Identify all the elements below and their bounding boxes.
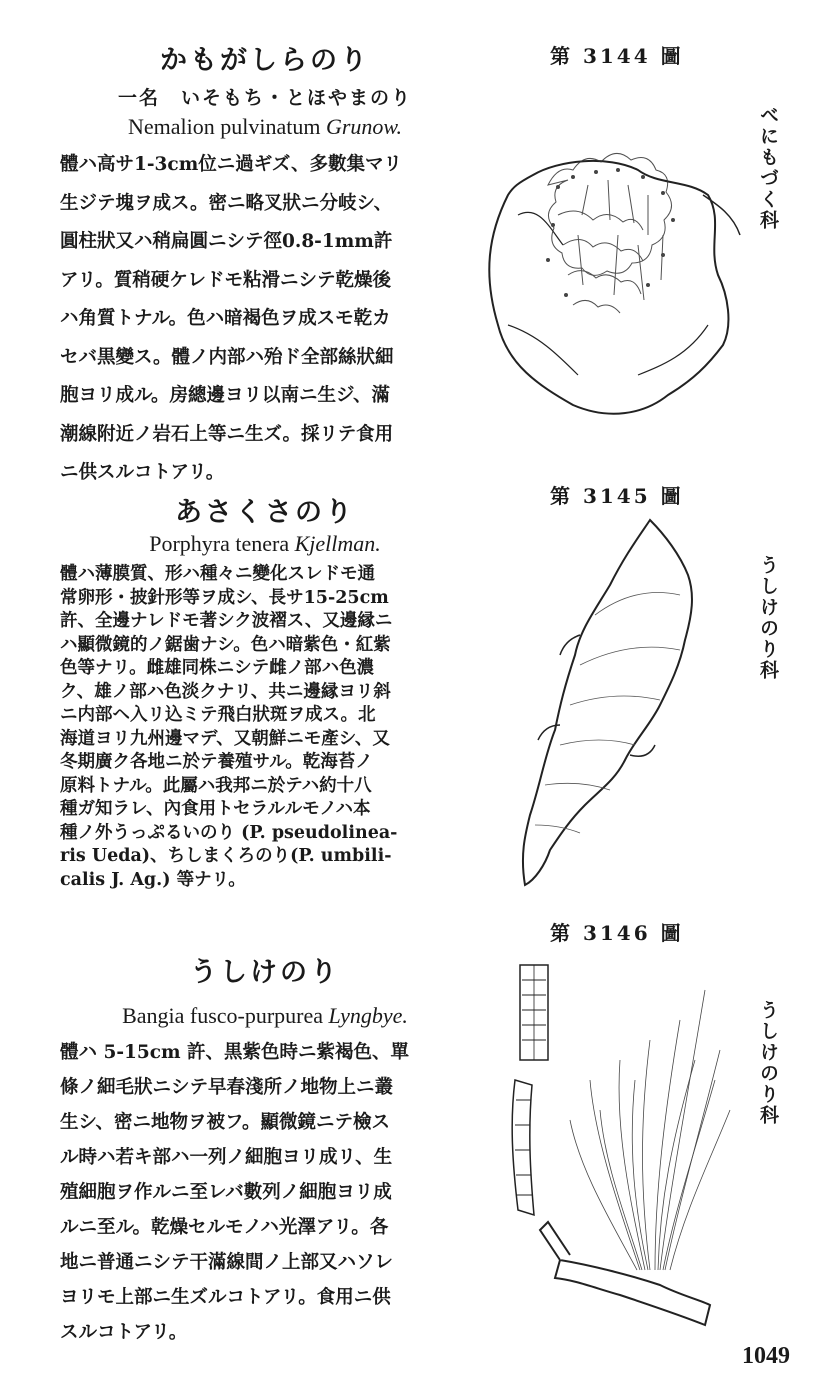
entry-description [60,563,470,892]
text-line: 地ニ普通ニシテ干滿線間ノ上部又ハソレ [60,1252,394,1273]
page-number: 1049 [742,1343,790,1369]
text-line: 許、全邊ナレドモ著シク波褶ス、又邊縁ニ [60,611,393,631]
sci-author: Lyngbye. [328,1003,408,1028]
entry-title: うしけのり [190,957,340,988]
scientific-name [60,114,470,140]
entry-asakusanori [60,490,470,892]
text-line: ルニ至ル。乾燥セルモノハ光澤アリ。各 [60,1217,389,1238]
text-line: calis J. Ag.) 等ナリ。 [60,869,246,890]
text-line: ハ顯微鏡的ノ鋸歯ナシ。色ハ暗紫色・紅紫 [60,634,391,655]
scientific-name [60,531,470,557]
nemalion-illustration [478,125,748,425]
sci-genus-species: Nemalion pulvinatum [128,114,321,139]
family-label: べにもづく科 [757,105,779,231]
text-line: ニ供スルコトアリ。 [60,462,225,483]
text-line: スルコトアリ。 [60,1322,188,1343]
entry-kamogashiranori [60,38,470,493]
text-line: 生シ、密ニ地物ヲ被フ。顯微鏡ニテ檢ス [60,1112,391,1133]
entry-title: かもがしらのり [160,45,370,76]
entry-title: あさくさのり [175,497,355,528]
entry-ushikenori [60,950,470,1350]
entry-description [60,1035,470,1350]
text-line: 條ノ細毛狀ニシテ早春淺所ノ地物上ニ叢 [60,1077,394,1098]
figure-number: 第 3144 圖 [550,44,684,68]
family-label: うしけのり科 [757,555,779,681]
text-line: 圓柱狀又ハ稍扁圓ニシテ徑0.8-1mm許 [60,231,393,252]
text-line: ニ内部ヘ入リ込ミテ飛白狀斑ヲ成ス。北 [60,705,376,725]
text-line: 殖細胞ヲ作ルニ至レバ數列ノ細胞ヨリ成 [60,1182,392,1203]
text-line: セバ黒變ス。體ノ内部ハ殆ド全部絲狀細 [60,346,394,368]
text-line: 體ハ高サ1-3cm位ニ過ギズ、多數集マリ [60,154,402,175]
entry-alias: 一名 いそもち・とほやまのり [117,87,412,109]
scientific-name [60,1003,470,1029]
sci-genus-species: Bangia fusco-purpurea [122,1003,324,1028]
text-line: 體ハ 5-15cm 許、黒紫色時ニ紫褐色、單 [60,1042,410,1063]
sci-genus-species: Porphyra tenera [149,531,290,556]
text-line: 冬期廣ク各地ニ於テ養殖サル。乾海苔ノ [60,752,373,772]
sci-author: Grunow. [325,114,402,139]
bangia-illustration [500,960,740,1335]
text-line: 潮線附近ノ岩石上等ニ生ズ。採リテ食用 [60,423,394,445]
figure-number: 第 3146 圖 [550,921,684,945]
text-line: 色等ナリ。雌雄同株ニシテ雌ノ部ハ色濃 [60,658,375,678]
entry-description [60,146,470,493]
text-line: ク、雄ノ部ハ色淡クナリ、共ニ邊縁ヨリ斜 [60,681,391,702]
family-label: うしけのり科 [757,1000,779,1126]
porphyra-illustration [500,515,720,900]
text-line: ヨリモ上部ニ生ズルコトアリ。食用ニ供 [60,1287,391,1308]
text-line: ris Ueda)、ちしまくろのり(P. umbili- [60,846,392,866]
figure-number: 第 3145 圖 [550,484,684,508]
text-line: アリ。質稍硬ケレドモ粘滑ニシテ乾燥後 [60,269,391,291]
text-line: 胞ヨリ成ル。房總邊ヨリ以南ニ生ジ、滿 [60,385,391,406]
text-line: 常卵形・披針形等ヲ成シ、長サ15-25cm [60,587,389,608]
sci-author: Kjellman. [294,531,381,556]
text-line: 種ノ外うっぷるいのり (P. pseudolinea- [60,822,398,843]
text-line: ル時ハ若キ部ハ一列ノ細胞ヨリ成リ、生 [60,1147,393,1168]
text-line: ハ角質トナル。色ハ暗褐色ヲ成スモ乾カ [60,308,391,329]
text-line: 種ガ知ラレ、內食用トセラルルモノハ本 [60,799,371,819]
text-line: 海道ヨリ九州邊マデ、又朝鮮ニモ產シ、又 [60,728,390,749]
text-line: 原料トナル。此屬ハ我邦ニ於テハ約十八 [60,775,372,796]
text-line: 生ジテ塊ヲ成ス。密ニ略叉狀ニ分岐シ、 [60,192,393,214]
text-line: 體ハ薄膜質、形ハ種々ニ變化スレドモ通 [60,564,375,584]
